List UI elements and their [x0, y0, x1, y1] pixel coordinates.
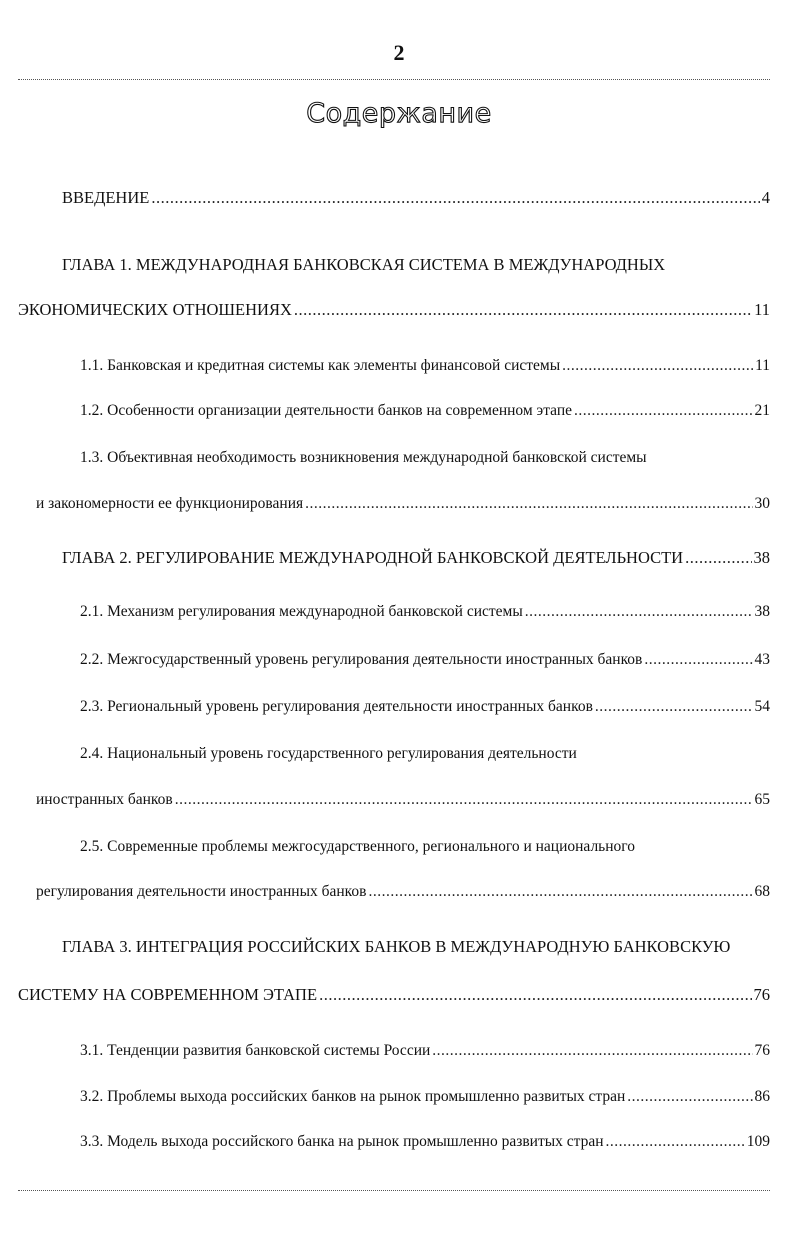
- toc-leader-dots: [595, 697, 753, 717]
- toc-leader-dots: [368, 882, 752, 902]
- toc-entry-text: 2.2. Межгосударственный уровень регулирования деятельности иностранных банков: [80, 651, 643, 668]
- toc-leader-dots: [319, 985, 751, 1005]
- toc-entry-section-3-3[interactable]: [80, 1132, 770, 1152]
- toc-entry-chapter-1-line-1[interactable]: ГЛАВА 1. МЕЖДУНАРОДНАЯ БАНКОВСКАЯ СИСТЕМА В МЕЖДУНАРОДНЫХ: [62, 255, 666, 274]
- toc-page-number: 76: [753, 985, 770, 1004]
- toc-page-number: 11: [755, 357, 770, 374]
- toc-entry-section-3-2[interactable]: [80, 1087, 770, 1107]
- toc-leader-dots: [685, 548, 751, 568]
- toc-page-number: 38: [754, 603, 770, 620]
- toc-page-number: 65: [754, 791, 770, 808]
- toc-entry-intro[interactable]: [62, 188, 770, 208]
- page-title: Содержание: [306, 98, 492, 129]
- toc-entry-section-1-3[interactable]: [36, 494, 770, 514]
- toc-page-number: 38: [753, 548, 770, 567]
- toc-page-number: 86: [754, 1088, 770, 1105]
- toc-page-number: 11: [754, 300, 770, 319]
- toc-leader-dots: [151, 188, 759, 208]
- toc-entry-text: 2.1. Механизм регулирования международной банковской системы: [80, 603, 523, 620]
- toc-entry-text: 3.1. Тенденции развития банковской системы России: [80, 1042, 431, 1059]
- toc-page-number: 4: [761, 188, 770, 207]
- top-divider: [18, 79, 770, 80]
- toc-entry-text: СИСТЕМУ НА СОВРЕМЕННОМ ЭТАПЕ: [18, 985, 318, 1004]
- toc-entry-section-1-3-line-1[interactable]: 1.3. Объективная необходимость возникновения международной банковской системы: [80, 449, 647, 466]
- toc-entry-text: 3.2. Проблемы выхода российских банков на рынок промышленно развитых стран: [80, 1088, 626, 1105]
- toc-leader-dots: [574, 401, 752, 421]
- toc-entry-text: ВВЕДЕНИЕ: [62, 188, 150, 207]
- toc-page-number: 21: [754, 402, 770, 419]
- toc-entry-text: ЭКОНОМИЧЕСКИХ ОТНОШЕНИЯХ: [18, 300, 292, 319]
- toc-page-number: 43: [754, 651, 770, 668]
- toc-entry-chapter-3[interactable]: [18, 985, 770, 1005]
- toc-leader-dots: [175, 790, 753, 810]
- page-number: 2: [393, 40, 405, 65]
- toc-entry-text: 1.2. Особенности организации деятельности банков на современном этапе: [80, 402, 573, 419]
- toc-entry-chapter-2[interactable]: [62, 548, 770, 568]
- toc-entry-text: 2.3. Региональный уровень регулирования деятельности иностранных банков: [80, 698, 593, 715]
- toc-entry-chapter-3-line-1[interactable]: ГЛАВА 3. ИНТЕГРАЦИЯ РОССИЙСКИХ БАНКОВ В МЕЖДУНАРОДНУЮ БАНКОВСКУЮ: [62, 937, 731, 956]
- toc-entry-section-2-4[interactable]: [36, 790, 770, 810]
- toc-leader-dots: [562, 356, 753, 376]
- toc-entry-text: ГЛАВА 2. РЕГУЛИРОВАНИЕ МЕЖДУНАРОДНОЙ БАНКОВСКОЙ ДЕЯТЕЛЬНОСТИ: [62, 548, 684, 567]
- toc-entry-section-2-2[interactable]: [80, 650, 770, 670]
- toc-entry-text: иностранных банков: [36, 791, 173, 808]
- toc-entry-text: 3.3. Модель выхода российского банка на рынок промышленно развитых стран: [80, 1133, 604, 1150]
- toc-page-number: 68: [754, 883, 770, 900]
- toc-entry-text: и закономерности ее функционирования: [36, 495, 304, 512]
- toc-entry-section-2-4-line-1[interactable]: 2.4. Национальный уровень государственного регулирования деятельности: [80, 745, 577, 762]
- toc-entry-section-2-3[interactable]: [80, 697, 770, 717]
- toc-entry-section-2-5-line-1[interactable]: 2.5. Современные проблемы межгосударственного, регионального и национального: [80, 838, 636, 855]
- toc-entry-section-1-2[interactable]: [80, 401, 770, 421]
- toc-leader-dots: [305, 494, 752, 514]
- toc-page-number: 109: [746, 1133, 770, 1150]
- toc-entry-chapter-1[interactable]: [18, 300, 770, 320]
- toc-entry-section-2-1[interactable]: [80, 602, 770, 622]
- toc-entry-text: регулирования деятельности иностранных банков: [36, 883, 367, 900]
- toc-leader-dots: [294, 300, 752, 320]
- toc-entry-section-3-1[interactable]: [80, 1041, 770, 1061]
- toc-leader-dots: [606, 1132, 745, 1152]
- toc-leader-dots: [644, 650, 752, 670]
- toc-page-number: 54: [754, 698, 770, 715]
- bottom-divider: [18, 1190, 770, 1191]
- toc-leader-dots: [432, 1041, 752, 1061]
- toc-leader-dots: [525, 602, 753, 622]
- toc-page-number: 30: [754, 495, 770, 512]
- toc-entry-text: 1.1. Банковская и кредитная системы как элементы финансовой системы: [80, 357, 561, 374]
- toc-leader-dots: [627, 1087, 752, 1107]
- toc-page-number: 76: [754, 1042, 770, 1059]
- toc-entry-section-2-5[interactable]: [36, 882, 770, 902]
- toc-entry-section-1-1[interactable]: [80, 356, 770, 376]
